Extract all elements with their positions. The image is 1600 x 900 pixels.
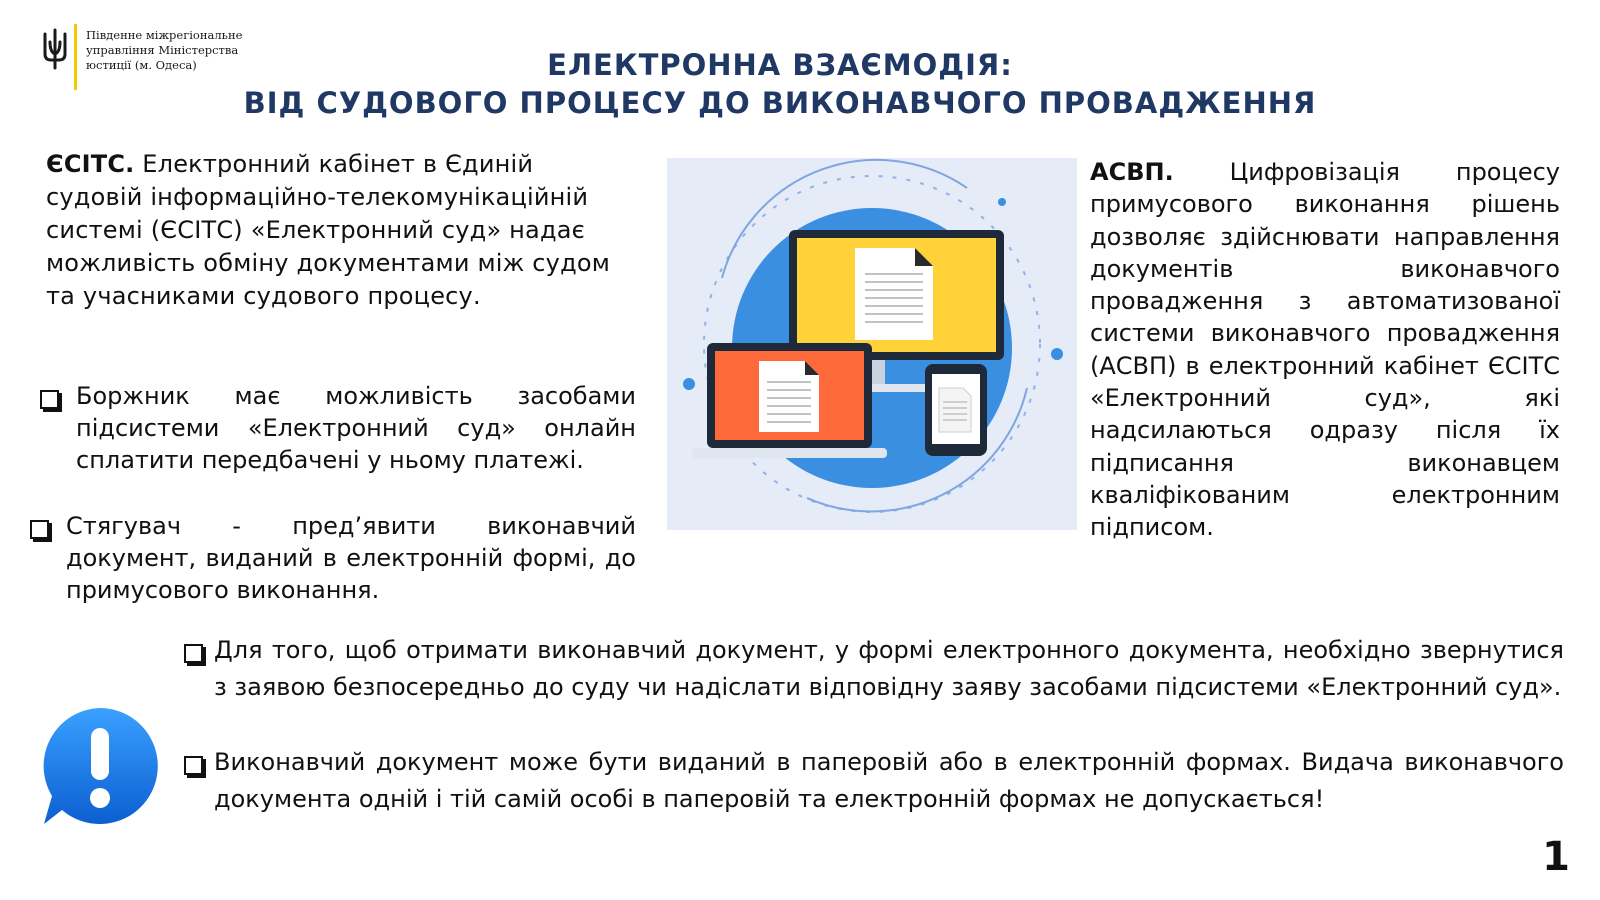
logo-divider: [74, 24, 77, 90]
bullet-obtain-document-text: Для того, щоб отримати виконавчий документ, у формі електронного документа, необхідно звернутися з заявою безпосередньо до суду чи надіслати відповідну заяву засобами підсистеми «Електронний суд».: [214, 636, 1564, 701]
org-line-2: управління Міністерства: [86, 43, 239, 57]
checkbox-square-icon: [40, 390, 59, 409]
bullet-document-form: [184, 744, 1564, 818]
devices-documents-illustration: [667, 158, 1077, 530]
exclamation-bubble-icon: [38, 704, 162, 832]
title-line-2: ВІД СУДОВОГО ПРОЦЕСУ ДО ВИКОНАВЧОГО ПРОВАДЖЕННЯ: [243, 86, 1317, 120]
bullet-debtor: [40, 380, 636, 476]
org-line-3: юстиції (м. Одеса): [86, 58, 197, 72]
asvp-paragraph: [1090, 156, 1560, 544]
page-number: 1: [1542, 834, 1570, 880]
esits-text: Електронний кабінет в Єдиній судовій інформаційно-телекомунікаційній системі (ЄСІТС) «Електронний суд» надає можливість обміну документами між судом та учасниками судового процесу.: [46, 150, 611, 310]
esits-paragraph: [46, 148, 626, 313]
title-line-1: ЕЛЕКТРОННА ВЗАЄМОДІЯ:: [547, 48, 1013, 82]
slide-title: [210, 46, 1350, 122]
asvp-lead: АСВП.: [1090, 158, 1174, 186]
bullet-creditor-text: Стягувач - пред’явити виконавчий документ, виданий в електронній формі, до примусового виконання.: [66, 512, 636, 604]
trident-icon: [40, 28, 70, 70]
checkbox-square-icon: [184, 644, 203, 663]
org-line-1: Південне міжрегіональне: [86, 28, 243, 42]
checkbox-square-icon: [30, 520, 49, 539]
bullet-obtain-document: [184, 632, 1564, 706]
checkbox-square-icon: [184, 756, 203, 775]
bullet-debtor-text: Боржник має можливість засобами підсистеми «Електронний суд» онлайн сплатити передбачені у ньому платежі.: [76, 382, 636, 474]
bullet-document-form-text: Виконавчий документ може бути виданий в паперовій або в електронній формах. Видача виконавчого документа одній і тій самій особі в паперовій та електронній формах не допускається!: [214, 748, 1564, 813]
bullet-creditor: [30, 510, 636, 606]
esits-lead: ЄСІТС.: [46, 150, 135, 178]
asvp-text: Цифровізація процесу примусового виконання рішень дозволяє здійснювати направлення документів виконавчого провадження з автоматизованої системи виконавчого провадження (АСВП) в електронний кабінет ЄСІТС «Електронний суд», які надсилаються одразу після їх підписання виконавцем кваліфікованим електронним підписом.: [1090, 158, 1560, 542]
